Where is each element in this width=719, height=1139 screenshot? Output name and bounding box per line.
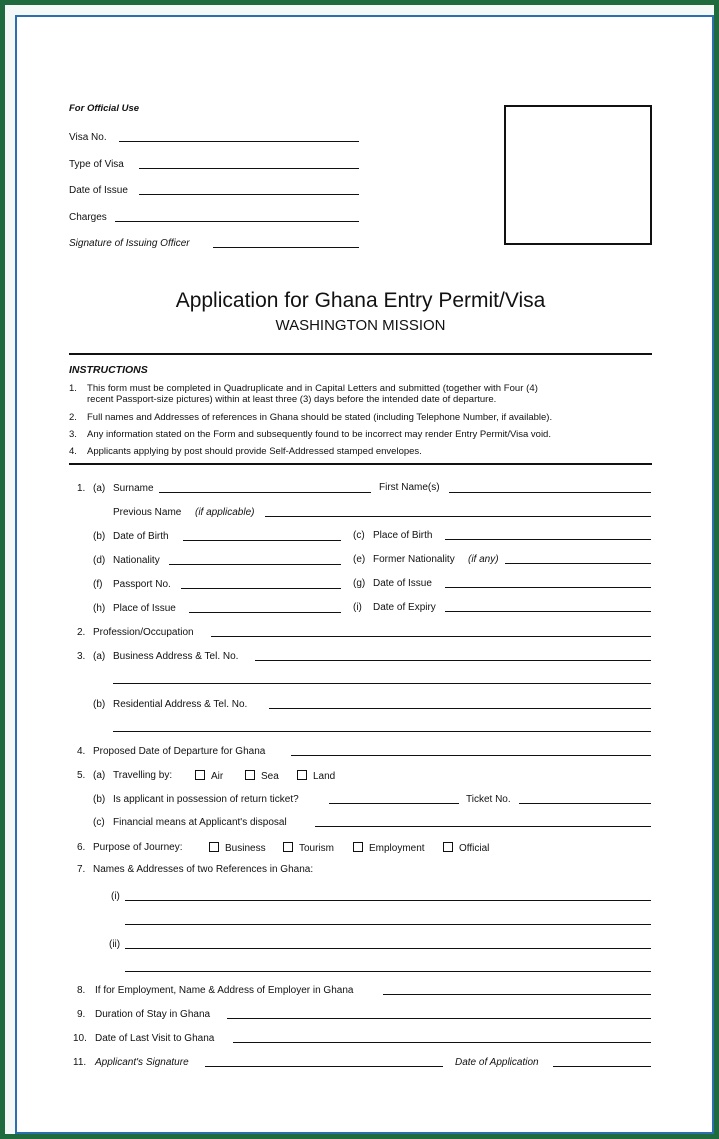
sub-letter: (a) [93,770,106,781]
passport-no-label: Passport No. [113,579,171,590]
sub-letter: (i) [353,602,362,613]
sub-letter: (d) [93,555,106,566]
sub-letter: (e) [353,554,366,565]
divider [69,353,652,355]
checkbox-icon [297,770,307,780]
visa-no-field[interactable] [119,141,359,142]
reference-1-field-line-2[interactable] [125,924,651,925]
sub-letter: (h) [93,603,106,614]
former-nationality-field[interactable] [505,563,651,564]
return-ticket-field[interactable] [329,803,459,804]
instruction-text: Applicants applying by post should provide Self-Addressed stamped envelopes. [87,446,422,457]
date-of-birth-field[interactable] [183,540,341,541]
business-address-label: Business Address & Tel. No. [113,651,239,662]
reference-1-field[interactable] [125,900,651,901]
profession-label: Profession/Occupation [93,627,194,638]
passport-photo-box[interactable] [504,105,652,245]
references-label: Names & Addresses of two References in Ghana: [93,864,314,875]
residential-address-field[interactable] [269,708,651,709]
sub-letter: (f) [93,579,103,590]
instruction-number: 2. [69,412,77,423]
official-checkbox[interactable] [443,842,489,855]
sub-letter: (a) [93,483,106,494]
reference-2-label: (ii) [109,939,121,950]
nationality-field[interactable] [169,564,341,565]
visa-no-label: Visa No. [69,132,107,143]
reference-2-field-line-2[interactable] [125,971,651,972]
employment-checkbox[interactable] [353,842,425,855]
sub-letter: (g) [353,578,366,589]
date-of-expiry-field[interactable] [445,611,651,612]
last-visit-field[interactable] [233,1042,651,1043]
former-nationality-label: Former Nationality [373,554,455,565]
official-date-of-issue-field[interactable] [139,194,359,195]
question-number: 11. [73,1057,87,1068]
financial-means-label: Financial means at Applicant's disposal [113,817,287,828]
checkbox-icon [353,842,363,852]
place-of-birth-field[interactable] [445,539,651,540]
checkbox-icon [283,842,293,852]
departure-date-label: Proposed Date of Departure for Ghana [93,746,266,757]
question-number: 1. [77,483,86,494]
employer-label: If for Employment, Name & Address of Employer in Ghana [95,985,354,996]
sub-letter: (b) [93,699,106,710]
business-address-field-line-2[interactable] [113,683,651,684]
page-subtitle: WASHINGTON MISSION [275,317,446,334]
duration-field[interactable] [227,1018,651,1019]
nationality-label: Nationality [113,555,160,566]
first-names-label: First Name(s) [379,482,440,493]
sub-letter: (c) [93,817,105,828]
travelling-by-label: Travelling by: [113,770,173,781]
issuing-officer-signature-field[interactable] [213,247,359,248]
purpose-label: Purpose of Journey: [93,842,183,853]
tourism-label: Tourism [299,843,335,854]
air-checkbox[interactable] [195,770,223,783]
date-of-issue-label: Date of Issue [69,185,128,196]
form-sheet [15,15,714,1134]
ticket-no-field[interactable] [519,803,651,804]
instruction-text: recent Passport-size pictures) within at least three (3) days before the intended date of departure. [87,394,497,405]
official-use-heading: For Official Use [69,103,140,114]
sea-label: Sea [261,771,279,782]
business-checkbox[interactable] [209,842,266,855]
checkbox-icon [245,770,255,780]
page-title: Application for Ghana Entry Permit/Visa [175,289,546,312]
question-number: 7. [77,864,86,875]
instruction-text: Any information stated on the Form and subsequently found to be incorrect may render Entry Permit/Visa void. [87,429,551,440]
question-number: 4. [77,746,86,757]
type-of-visa-field[interactable] [139,168,359,169]
charges-field[interactable] [115,221,359,222]
air-label: Air [211,771,224,782]
surname-field[interactable] [159,492,371,493]
land-checkbox[interactable] [297,770,335,783]
employer-field[interactable] [383,994,651,995]
question-number: 10. [73,1033,87,1044]
instruction-text: Full names and Addresses of references in Ghana should be stated (including Telephone Number, if available). [87,412,553,423]
residential-address-field-line-2[interactable] [113,731,651,732]
sub-letter: (a) [93,651,106,662]
previous-name-field[interactable] [265,516,651,517]
sub-letter: (b) [93,794,106,805]
employment-label: Employment [369,843,425,854]
surname-label: Surname [113,483,154,494]
tourism-checkbox[interactable] [283,842,334,855]
instruction-number: 4. [69,446,77,457]
applicant-signature-label: Applicant's Signature [95,1057,189,1068]
residential-address-label: Residential Address & Tel. No. [113,699,248,710]
instruction-text: This form must be completed in Quadruplicate and in Capital Letters and submitted (together with Four (4) [87,383,538,394]
question-number: 3. [77,651,86,662]
applicant-signature-field[interactable] [205,1066,443,1067]
profession-field[interactable] [211,636,651,637]
reference-1-label: (i) [111,891,120,902]
instruction-number: 1. [69,383,77,394]
first-names-field[interactable] [449,492,651,493]
place-of-issue-label: Place of Issue [113,603,176,614]
if-any-note: (if any) [468,554,499,565]
question-number: 2. [77,627,86,638]
sub-letter: (c) [353,530,365,541]
financial-means-field[interactable] [315,826,651,827]
business-address-field[interactable] [255,660,651,661]
last-visit-label: Date of Last Visit to Ghana [95,1033,215,1044]
checkbox-icon [443,842,453,852]
issuing-officer-signature-label: Signature of Issuing Officer [69,238,190,249]
sea-checkbox[interactable] [245,770,279,783]
instruction-number: 3. [69,429,77,440]
charges-label: Charges [69,212,107,223]
land-label: Land [313,771,336,782]
departure-date-field[interactable] [291,755,651,756]
question-number: 9. [77,1009,86,1020]
place-of-birth-label: Place of Birth [373,530,433,541]
ticket-no-label: Ticket No. [466,794,511,805]
return-ticket-label: Is applicant in possession of return ticket? [113,794,299,805]
date-of-birth-label: Date of Birth [113,531,169,542]
business-label: Business [225,843,266,854]
passport-no-field[interactable] [181,588,341,589]
question-number: 6. [77,842,86,853]
question-number: 8. [77,985,86,996]
passport-date-of-issue-field[interactable] [445,587,651,588]
date-of-application-label: Date of Application [455,1057,539,1068]
place-of-issue-field[interactable] [189,612,341,613]
previous-name-label: Previous Name [113,507,182,518]
duration-label: Duration of Stay in Ghana [95,1009,211,1020]
instructions-heading: INSTRUCTIONS [69,364,148,376]
sub-letter: (b) [93,531,106,542]
reference-2-field[interactable] [125,948,651,949]
divider [69,463,652,465]
checkbox-icon [209,842,219,852]
official-label: Official [459,843,490,854]
checkbox-icon [195,770,205,780]
passport-date-of-issue-label: Date of Issue [373,578,432,589]
date-of-expiry-label: Date of Expiry [373,602,436,613]
if-applicable-note: (if applicable) [195,507,255,518]
date-of-application-field[interactable] [553,1066,651,1067]
question-number: 5. [77,770,86,781]
type-of-visa-label: Type of Visa [69,159,124,170]
